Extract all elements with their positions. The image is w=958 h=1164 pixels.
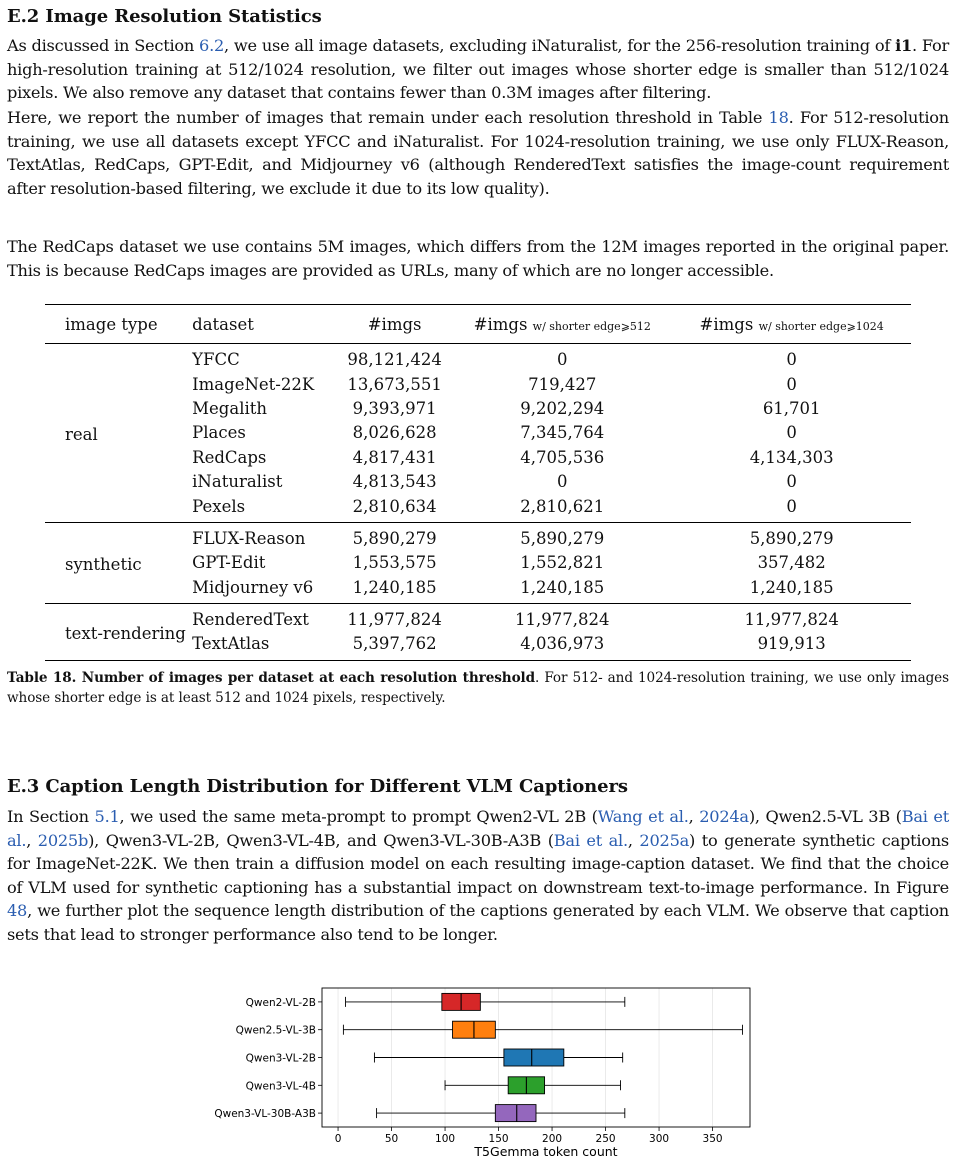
paragraph-text: ), Qwen3-VL-2B, Qwen3-VL-4B, and Qwen3-VL-30B-A3B ( <box>88 830 554 850</box>
x-tick-label: 150 <box>488 1133 509 1145</box>
y-tick-label: Qwen2-VL-2B <box>245 996 316 1009</box>
cell-r512: 11,977,824 <box>515 610 610 630</box>
cell-r1024: 1,240,185 <box>749 577 834 597</box>
citation-link[interactable]: 18 <box>768 108 789 127</box>
x-tick-label: 300 <box>649 1133 670 1145</box>
y-tick-label: Qwen3-VL-30B-A3B <box>214 1108 316 1121</box>
paragraph-text: The RedCaps dataset we use contains 5M images, which differs from the 12M images reported in the original paper. This is because RedCaps images are provided as URLs, many of which are no longer accessible. <box>7 237 949 280</box>
paragraph-text: ), Qwen2.5-VL 3B ( <box>748 807 902 826</box>
citation-link[interactable]: 2025a <box>639 830 690 850</box>
box-Qwen3-VL-30B-A3B <box>495 1105 536 1122</box>
cell-r1024: 0 <box>786 374 797 394</box>
cell-r1024: 919,913 <box>757 634 826 654</box>
cell-imgs: 4,817,431 <box>352 447 437 467</box>
citation-link[interactable]: Bai et al. <box>7 807 950 850</box>
header-dataset: dataset <box>192 315 254 334</box>
x-tick-label: 50 <box>384 1133 399 1145</box>
cell-dataset: YFCC <box>192 350 240 370</box>
cell-r512: 0 <box>557 472 568 492</box>
header-imgs-512-sub: w/ shorter edge⩾512 <box>532 320 651 333</box>
table-caption-bold: Table 18. Number of images per dataset at each resolution threshold <box>7 670 536 686</box>
citation-link[interactable]: Bai et al. <box>553 830 628 850</box>
x-tick-label: 0 <box>334 1133 342 1145</box>
cell-r512: 7,345,764 <box>520 423 605 443</box>
citation-link[interactable]: 5.1 <box>94 807 120 826</box>
table-caption-rest: . For 512- and 1024-resolution training, we use only images whose shorter edge is at least 512 and 1024 pixels, respectively. <box>7 670 949 706</box>
paragraph-text: , we further plot the sequence length distribution of the captions generated by each VLM. We observe that caption sets that lead to stronger performance also tend to be longer. <box>7 901 949 944</box>
box-Qwen3-VL-2B <box>504 1049 564 1066</box>
cell-r1024: 0 <box>786 496 797 516</box>
cell-r1024: 61,701 <box>762 398 821 418</box>
citation-link[interactable]: Wang et al. <box>597 807 689 826</box>
caption-length-boxplot <box>7 0 949 1164</box>
cell-imgs: 5,397,762 <box>352 634 437 654</box>
cell-dataset: ImageNet-22K <box>192 374 315 394</box>
cell-dataset: Midjourney v6 <box>192 577 314 597</box>
cell-r512: 5,890,279 <box>520 528 605 548</box>
header-imgs-1024-main: #imgs <box>699 315 754 334</box>
cell-r1024: 357,482 <box>757 553 826 573</box>
cell-image-type: text-rendering <box>65 623 186 643</box>
x-tick-label: 250 <box>595 1133 616 1145</box>
cell-dataset: RedCaps <box>192 447 267 467</box>
paragraph-text: In Section <box>7 807 95 826</box>
citation-link[interactable]: 2024a <box>699 807 749 826</box>
paragraph-text: , <box>26 830 38 850</box>
cell-imgs: 4,813,543 <box>352 472 437 492</box>
cell-dataset: FLUX-Reason <box>192 528 306 548</box>
cell-imgs: 1,240,185 <box>352 577 437 597</box>
paragraph-text: . For 512-resolution training, we use all datasets except YFCC and iNaturalist. For 1024-resolution training, we use only FLUX-Reason, TextAtlas, RedCaps, GPT-Edit, and Midjourney v6 (although RenderedText satisfies the image-count requirement after resolution-based filtering, we exclude it due to its low quality). <box>7 108 949 198</box>
cell-r512: 9,202,294 <box>520 398 605 418</box>
y-tick-label: Qwen3-VL-2B <box>245 1052 316 1065</box>
header-imgs: #imgs <box>367 315 422 334</box>
cell-image-type: synthetic <box>65 554 142 574</box>
cell-image-type: real <box>65 424 98 444</box>
x-tick-label: 200 <box>542 1133 563 1145</box>
paragraph-text: , <box>688 807 700 826</box>
cell-imgs: 11,977,824 <box>347 610 442 630</box>
header-imgs-1024-sub: w/ shorter edge⩾1024 <box>758 320 884 333</box>
section-e3-heading: E.3 Caption Length Distribution for Different VLM Captioners <box>7 776 628 797</box>
cell-imgs: 13,673,551 <box>347 374 442 394</box>
header-image-type: image type <box>65 315 158 334</box>
cell-r512: 0 <box>557 350 568 370</box>
cell-r1024: 5,890,279 <box>749 528 834 548</box>
x-axis-label: T5Gemma token count <box>474 1144 618 1159</box>
paragraph-text: As discussed in Section <box>7 36 200 55</box>
section-e2-heading: E.2 Image Resolution Statistics <box>7 6 322 27</box>
x-tick-label: 100 <box>435 1133 456 1145</box>
paragraph-text: , we use all image datasets, excluding iNaturalist, for the 256-resolution training of <box>224 36 896 55</box>
paragraph-text: , we used the same meta-prompt to prompt Qwen2-VL 2B ( <box>119 807 598 826</box>
paragraph-text: . For high-resolution training at 512/1024 resolution, we filter out images whose shorter edge is smaller than 512/1024 pixels. We also remove any dataset that contains fewer than 0.3M images after filtering. <box>7 36 949 102</box>
cell-r512: 2,810,621 <box>520 496 605 516</box>
cell-r1024: 4,134,303 <box>749 447 834 467</box>
citation-link[interactable]: 2025b <box>37 830 89 850</box>
cell-dataset: iNaturalist <box>192 472 283 492</box>
cell-r512: 719,427 <box>528 374 597 394</box>
cell-r512: 4,036,973 <box>520 634 605 654</box>
cell-imgs: 1,553,575 <box>352 553 437 573</box>
paragraph-text: , <box>627 830 640 850</box>
cell-r1024: 0 <box>786 423 797 443</box>
cell-dataset: Megalith <box>192 398 268 418</box>
cell-dataset: Places <box>192 423 246 443</box>
cell-r512: 1,552,821 <box>520 553 605 573</box>
y-tick-label: Qwen2.5-VL-3B <box>235 1024 316 1037</box>
cell-r1024: 0 <box>786 472 797 492</box>
cell-r1024: 0 <box>786 350 797 370</box>
paragraph-text: ) to generate synthetic captions for ImageNet-22K. We then train a diffusion model on each resulting image-caption dataset. We find that the choice of VLM used for synthetic captioning has a substantial impact on downstream text-to-image performance. In Figure <box>7 830 949 897</box>
cell-imgs: 9,393,971 <box>352 398 437 418</box>
cell-r512: 4,705,536 <box>520 447 605 467</box>
cell-imgs: 8,026,628 <box>352 423 437 443</box>
citation-link[interactable]: 6.2 <box>199 36 225 55</box>
cell-r512: 1,240,185 <box>520 577 605 597</box>
citation-link[interactable]: 48 <box>7 901 28 920</box>
cell-dataset: GPT-Edit <box>192 553 266 573</box>
cell-r1024: 11,977,824 <box>744 610 839 630</box>
y-tick-label: Qwen3-VL-4B <box>245 1080 316 1093</box>
x-tick-label: 350 <box>702 1133 723 1145</box>
cell-imgs: 98,121,424 <box>347 350 442 370</box>
paragraph-text: Here, we report the number of images that remain under each resolution threshold in Table <box>7 108 769 127</box>
cell-imgs: 2,810,634 <box>352 496 437 516</box>
cell-dataset: RenderedText <box>192 610 309 630</box>
cell-imgs: 5,890,279 <box>352 528 437 548</box>
cell-dataset: TextAtlas <box>192 634 270 654</box>
cell-dataset: Pexels <box>192 496 246 516</box>
bold-text: i1 <box>895 36 913 55</box>
header-imgs-512-main: #imgs <box>473 315 528 334</box>
